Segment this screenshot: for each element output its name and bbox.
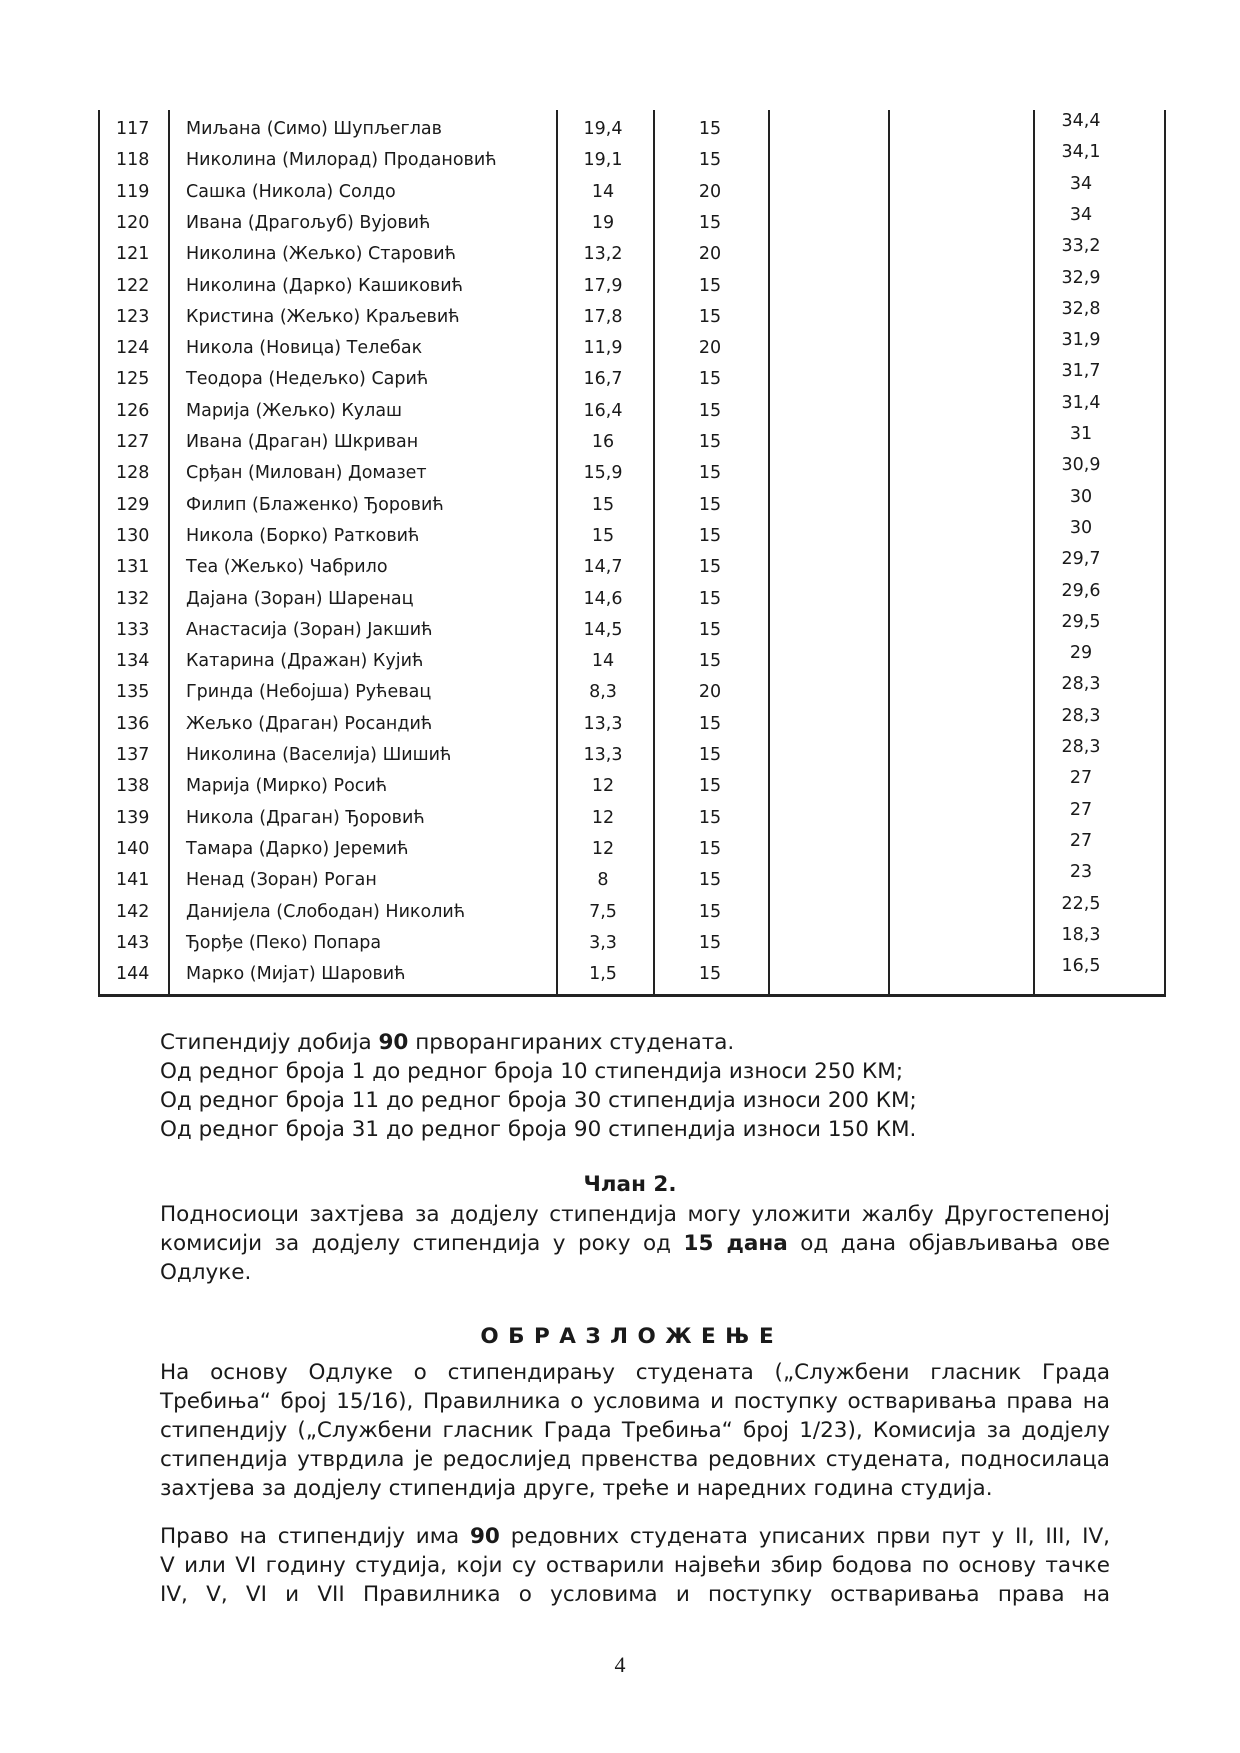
average-grade: 15,9 — [583, 463, 623, 484]
extra-points: 15 — [698, 713, 722, 734]
average-grade: 1,5 — [589, 964, 617, 985]
row-number: 127 — [116, 432, 150, 452]
total-points: 23 — [1069, 862, 1093, 883]
student-name: Ивана (Драган) Шкриван — [186, 432, 419, 452]
total-points: 33,2 — [1061, 236, 1101, 257]
extra-points: 15 — [698, 119, 722, 139]
student-name: Ненад (Зоран) Роган — [186, 870, 377, 891]
average-grade: 15 — [591, 525, 615, 546]
table-row — [98, 580, 1166, 615]
average-grade: 16,4 — [583, 400, 623, 421]
row-number: 140 — [116, 838, 150, 859]
table-row — [98, 392, 1166, 427]
average-grade: 16 — [591, 432, 615, 452]
total-points: 30,9 — [1061, 455, 1101, 476]
table-bottom-border — [98, 994, 1166, 997]
extra-points: 15 — [698, 150, 722, 171]
average-grade: 15 — [591, 494, 615, 515]
average-grade: 13,3 — [583, 745, 623, 765]
total-points: 34,1 — [1061, 142, 1101, 163]
total-points: 28,3 — [1061, 674, 1101, 695]
row-number: 138 — [116, 776, 150, 797]
row-number: 136 — [116, 713, 150, 734]
extra-points: 15 — [698, 463, 722, 484]
extra-points: 15 — [698, 651, 722, 672]
student-name: Срђан (Милован) Домазет — [186, 463, 427, 484]
total-points: 28,3 — [1061, 705, 1101, 726]
row-number: 118 — [116, 150, 150, 171]
table-row — [98, 549, 1166, 583]
table-row — [98, 204, 1166, 239]
total-points: 30 — [1069, 517, 1093, 538]
table-row — [98, 737, 1166, 771]
extra-points: 15 — [698, 275, 722, 296]
table-row — [98, 298, 1166, 333]
total-points: 27 — [1069, 799, 1093, 820]
average-grade: 7,5 — [589, 901, 617, 922]
average-grade: 19,4 — [583, 119, 623, 139]
extra-points: 15 — [698, 212, 722, 233]
row-number: 131 — [116, 557, 150, 578]
average-grade: 13,2 — [583, 244, 623, 265]
student-name: Сашка (Никола) Солдо — [186, 181, 396, 202]
summary-line: Од редног броја 31 до редног броја 90 стипендија износи 150 КМ. — [160, 1117, 917, 1142]
total-points: 32,8 — [1061, 298, 1101, 319]
total-points: 22,5 — [1061, 893, 1101, 914]
extra-points: 20 — [698, 338, 722, 359]
student-name: Николина (Милорад) Продановић — [186, 150, 497, 171]
student-name: Теодора (Недељко) Сарић — [186, 369, 429, 390]
table-row — [98, 705, 1166, 740]
table-row — [98, 611, 1166, 646]
row-number: 125 — [116, 369, 150, 390]
student-name: Ђорђе (Пеко) Попара — [186, 932, 382, 953]
student-name: Жељко (Драган) Росандић — [186, 713, 433, 734]
total-points: 27 — [1069, 768, 1093, 789]
table-row — [98, 236, 1166, 270]
extra-points: 15 — [698, 557, 722, 578]
row-number: 135 — [116, 682, 150, 703]
row-number: 134 — [116, 651, 150, 672]
student-name: Никола (Новица) Телебак — [186, 338, 423, 359]
average-grade: 16,7 — [583, 369, 623, 390]
student-name: Данијела (Слободан) Николић — [186, 901, 466, 922]
total-points: 34 — [1069, 173, 1093, 194]
article-2-text — [160, 1200, 1110, 1287]
row-number: 142 — [116, 901, 150, 922]
table-row — [98, 799, 1166, 834]
student-name: Тамара (Дарко) Јеремић — [186, 838, 409, 859]
total-points: 31 — [1069, 424, 1093, 444]
page-number: 4 — [614, 1652, 626, 1677]
extra-points: 20 — [698, 181, 722, 202]
student-name: Никола (Борко) Ратковић — [186, 525, 420, 546]
student-name: Марко (Мијат) Шаровић — [186, 964, 406, 985]
total-points: 28,3 — [1061, 737, 1101, 757]
table-row — [98, 455, 1166, 489]
average-grade: 14,5 — [583, 619, 623, 640]
rationale-line: Требиња“ број 15/16), Правилника о условима и поступку остваривања права на — [160, 1389, 1110, 1414]
average-grade: 14 — [591, 651, 615, 672]
total-points: 29,7 — [1061, 549, 1101, 570]
student-name: Кристина (Жељко) Краљевић — [186, 306, 460, 327]
article-line: комисији за додјелу стипендија у року од 15 дана од дана објављивања ове — [160, 1231, 1111, 1256]
row-number: 128 — [116, 463, 150, 484]
row-number: 132 — [116, 588, 150, 609]
average-grade: 11,9 — [583, 338, 623, 359]
extra-points: 15 — [698, 400, 722, 421]
extra-points: 20 — [698, 244, 722, 265]
total-points: 31,4 — [1061, 392, 1101, 413]
total-points: 16,5 — [1061, 956, 1101, 977]
row-number: 117 — [116, 119, 150, 139]
student-name: Миљана (Симо) Шупљеглав — [186, 119, 442, 139]
table-row — [98, 643, 1166, 677]
table-row — [98, 267, 1166, 302]
article-heading: Члан 2. — [583, 1172, 677, 1197]
extra-points: 15 — [698, 901, 722, 922]
rationale-line: Право на стипендију има 90 редовних студената уписаних први пут у II, III, IV, — [160, 1524, 1110, 1549]
average-grade: 13,3 — [583, 713, 623, 734]
rationale-line: стипендију („Службени гласник Града Требиња“ број 1/23), Комисија за додјелу — [160, 1418, 1110, 1443]
student-name: Марија (Мирко) Росић — [186, 776, 388, 797]
article-line: Подносиоци захтјева за додјелу стипендија могу уложити жалбу Другостепеној — [160, 1202, 1110, 1227]
table-row — [98, 830, 1166, 865]
rationale-paragraph-1 — [160, 1358, 1110, 1503]
student-name: Дајана (Зоран) Шаренац — [186, 588, 414, 609]
average-grade: 14,7 — [583, 557, 623, 578]
average-grade: 12 — [591, 807, 615, 828]
student-name: Анастасија (Зоран) Јакшић — [186, 619, 433, 640]
student-name: Теа (Жељко) Чабрило — [186, 557, 388, 578]
total-points: 31,7 — [1061, 361, 1101, 382]
table-row — [98, 330, 1166, 364]
average-grade: 3,3 — [589, 932, 617, 953]
table-row — [98, 486, 1166, 521]
table-row — [98, 111, 1166, 145]
student-name: Николина (Дарко) Кашиковић — [186, 275, 464, 296]
student-name: Филип (Блаженко) Ђоровић — [186, 494, 444, 515]
row-number: 137 — [116, 745, 150, 765]
total-points: 34 — [1069, 204, 1093, 225]
extra-points: 15 — [698, 525, 722, 546]
table-row — [98, 924, 1166, 959]
table-row — [98, 893, 1166, 928]
extra-points: 15 — [698, 838, 722, 859]
table-row — [98, 361, 1166, 395]
summary-block — [160, 1028, 1040, 1144]
total-points: 32,9 — [1061, 267, 1101, 288]
average-grade: 14,6 — [583, 588, 623, 609]
rationale-line: захтјева за додјелу стипендија друге, треће и наредних година студија. — [160, 1476, 993, 1501]
extra-points: 15 — [698, 745, 722, 765]
extra-points: 15 — [698, 807, 722, 828]
student-name: Ивана (Драгољуб) Вујовић — [186, 212, 431, 233]
table-row — [98, 142, 1166, 176]
summary-line: Од редног броја 11 до редног броја 30 стипендија износи 200 КМ; — [160, 1088, 917, 1113]
total-points: 18,3 — [1061, 924, 1101, 945]
table-row — [98, 956, 1166, 990]
student-name: Никола (Драган) Ђоровић — [186, 807, 425, 828]
row-number: 133 — [116, 619, 150, 640]
student-name: Николина (Жељко) Старовић — [186, 244, 457, 265]
average-grade: 12 — [591, 838, 615, 859]
total-points: 29,5 — [1061, 611, 1101, 632]
rationale-heading: О Б Р А З Л О Ж Е Њ Е — [480, 1324, 775, 1349]
rationale-line: IV, V, VI и VII Правилника о условима и поступку остваривања права на — [160, 1582, 1110, 1607]
extra-points: 15 — [698, 588, 722, 609]
extra-points: 15 — [698, 306, 722, 327]
rationale-paragraph-2 — [160, 1522, 1110, 1609]
rationale-line: стипендија утврдила је редослијед првенства редовних студената, подносилаца — [160, 1447, 1110, 1472]
extra-points: 20 — [698, 682, 722, 703]
table-row — [98, 674, 1166, 708]
extra-points: 15 — [698, 776, 722, 797]
student-name: Николина (Васелија) Шишић — [186, 745, 452, 765]
row-number: 122 — [116, 275, 150, 296]
total-points: 27 — [1069, 830, 1093, 851]
row-number: 129 — [116, 494, 150, 515]
average-grade: 17,8 — [583, 306, 623, 327]
row-number: 141 — [116, 870, 150, 891]
row-number: 123 — [116, 306, 150, 327]
rationale-line: На основу Одлуке о стипендирању студената („Службени гласник Града — [160, 1360, 1110, 1385]
average-grade: 12 — [591, 776, 615, 797]
row-number: 144 — [116, 964, 150, 985]
average-grade: 14 — [591, 181, 615, 202]
total-points: 29 — [1069, 643, 1093, 664]
row-number: 130 — [116, 525, 150, 546]
total-points: 29,6 — [1061, 580, 1101, 601]
table-row — [98, 424, 1166, 458]
table-row — [98, 173, 1166, 208]
row-number: 119 — [116, 181, 150, 202]
table-row — [98, 517, 1166, 552]
row-number: 143 — [116, 932, 150, 953]
extra-points: 15 — [698, 619, 722, 640]
row-number: 139 — [116, 807, 150, 828]
row-number: 126 — [116, 400, 150, 421]
rationale-line: V или VI годину студија, који су остварили највећи збир бодова по основу тачке — [160, 1553, 1110, 1578]
average-grade: 17,9 — [583, 275, 623, 296]
table-row — [98, 768, 1166, 802]
average-grade: 19 — [591, 212, 615, 233]
student-name: Марија (Жељко) Кулаш — [186, 400, 403, 421]
average-grade: 8,3 — [589, 682, 617, 703]
extra-points: 15 — [698, 964, 722, 985]
student-name: Катарина (Дражан) Кујић — [186, 651, 424, 672]
student-name: Гринда (Небојша) Рућевац — [186, 682, 432, 703]
total-points: 31,9 — [1061, 330, 1101, 351]
total-points: 34,4 — [1061, 111, 1101, 131]
row-number: 121 — [116, 244, 150, 265]
extra-points: 15 — [698, 932, 722, 953]
average-grade: 19,1 — [583, 150, 623, 171]
extra-points: 15 — [698, 369, 722, 390]
extra-points: 15 — [698, 494, 722, 515]
summary-line: Од редног броја 1 до редног броја 10 стипендија износи 250 КМ; — [160, 1059, 904, 1084]
row-number: 124 — [116, 338, 150, 359]
summary-line: Стипендију добија 90 прворангираних студената. — [160, 1030, 735, 1055]
article-line: Одлуке. — [160, 1260, 252, 1285]
extra-points: 15 — [698, 870, 722, 891]
average-grade: 8 — [597, 870, 609, 891]
extra-points: 15 — [698, 432, 722, 452]
row-number: 120 — [116, 212, 150, 233]
total-points: 30 — [1069, 486, 1093, 507]
table-row — [98, 862, 1166, 896]
